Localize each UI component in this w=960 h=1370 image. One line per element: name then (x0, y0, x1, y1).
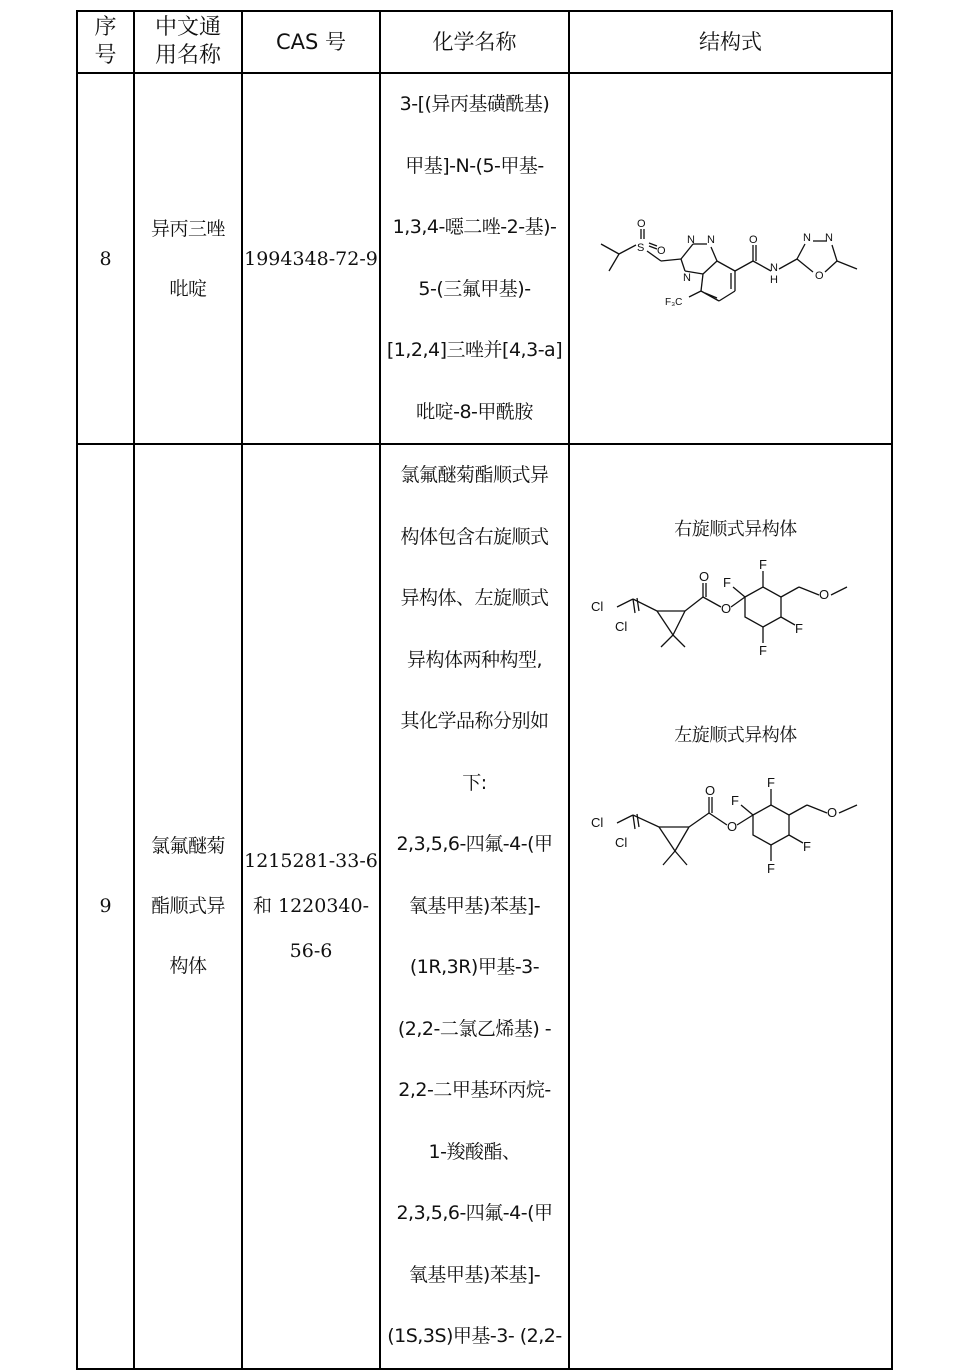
svg-text:F: F (766, 775, 775, 790)
svg-text:F: F (766, 861, 775, 876)
chemical-name-cell: 氯氟醚菊酯顺式异 构体包含右旋顺式 异构体、左旋顺式 异构体两种构型, 其化学品称分别如 下: 2,3,5,6-四氟-4-(甲 氧基甲基)苯基]- (1R,3R)甲基-3- (2,2-二氯乙烯基) - 2,2-二甲基环丙烷- 1-羧酸酯、 2,3,5,6-四氟-4-(甲 氧基甲基)苯基]- (1S,3S)甲基-3- (2,2- (380, 444, 569, 1369)
svg-text:N: N (802, 231, 811, 244)
svg-text:O: O (698, 569, 709, 584)
table-row (77, 444, 892, 1369)
svg-text:N: N (686, 233, 695, 246)
svg-text:O: O (656, 244, 666, 257)
svg-text:O: O (636, 217, 646, 230)
table-row (77, 73, 892, 444)
svg-text:F: F (794, 621, 803, 636)
svg-text:Cl: Cl (614, 835, 627, 850)
svg-text:O: O (704, 783, 715, 798)
structure-diagram-levo-cis (581, 747, 881, 887)
structure-cell (569, 73, 892, 444)
common-name-cell: 氯氟醚菊 酯顺式异 构体 (134, 444, 242, 1369)
svg-text:F: F (758, 557, 767, 572)
cas-cell: 1215281-33-6 和 1220340- 56-6 (242, 444, 380, 1369)
header-seq: 序 号 (77, 11, 134, 73)
svg-text:N: N (682, 271, 691, 284)
svg-text:Cl: Cl (590, 599, 603, 614)
svg-text:O: O (748, 233, 758, 246)
seq-cell: 9 (77, 444, 134, 1369)
structure-diagram-dextro-cis (581, 541, 881, 671)
svg-text:F: F (722, 575, 731, 590)
svg-text:F: F (802, 839, 811, 854)
header-name: 中文通 用名称 (134, 11, 242, 73)
svg-text:S: S (636, 241, 644, 254)
svg-text:F: F (758, 643, 767, 658)
structure-cell (569, 444, 892, 1369)
svg-text:N: N (824, 231, 833, 244)
header-cas: CAS 号 (242, 11, 380, 73)
pesticide-table (76, 10, 893, 1370)
header-chem-name: 化学名称 (380, 11, 569, 73)
header-structure: 结构式 (569, 11, 892, 73)
cas-cell: 1994348-72-9 (242, 73, 380, 444)
structure-diagram-isopropyltriazolopyridine (581, 189, 881, 329)
svg-text:F₃C: F₃C (664, 296, 682, 308)
svg-text:O: O (726, 819, 737, 834)
svg-text:Cl: Cl (590, 815, 603, 830)
svg-text:O: O (720, 601, 731, 616)
chemical-name-cell: 3-[(异丙基磺酰基) 甲基]-N-(5-甲基- 1,3,4-噁二唑-2-基)- 5-(三氟甲基)- [1,2,4]三唑并[4,3-a] 吡啶-8-甲酰胺 (380, 73, 569, 444)
header-row (77, 11, 892, 73)
seq-cell: 8 (77, 73, 134, 444)
svg-text:O: O (814, 269, 824, 282)
isomer-label-dextro: 右旋顺式异构体 (674, 519, 797, 540)
svg-text:O: O (826, 805, 837, 820)
svg-text:N: N (706, 233, 715, 246)
svg-text:N: N (769, 261, 778, 274)
svg-text:H: H (769, 273, 778, 286)
svg-text:F: F (730, 793, 739, 808)
common-name-cell: 异丙三唑 吡啶 (134, 73, 242, 444)
isomer-label-levo: 左旋顺式异构体 (674, 725, 797, 746)
svg-text:O: O (818, 587, 829, 602)
svg-text:Cl: Cl (614, 619, 627, 634)
